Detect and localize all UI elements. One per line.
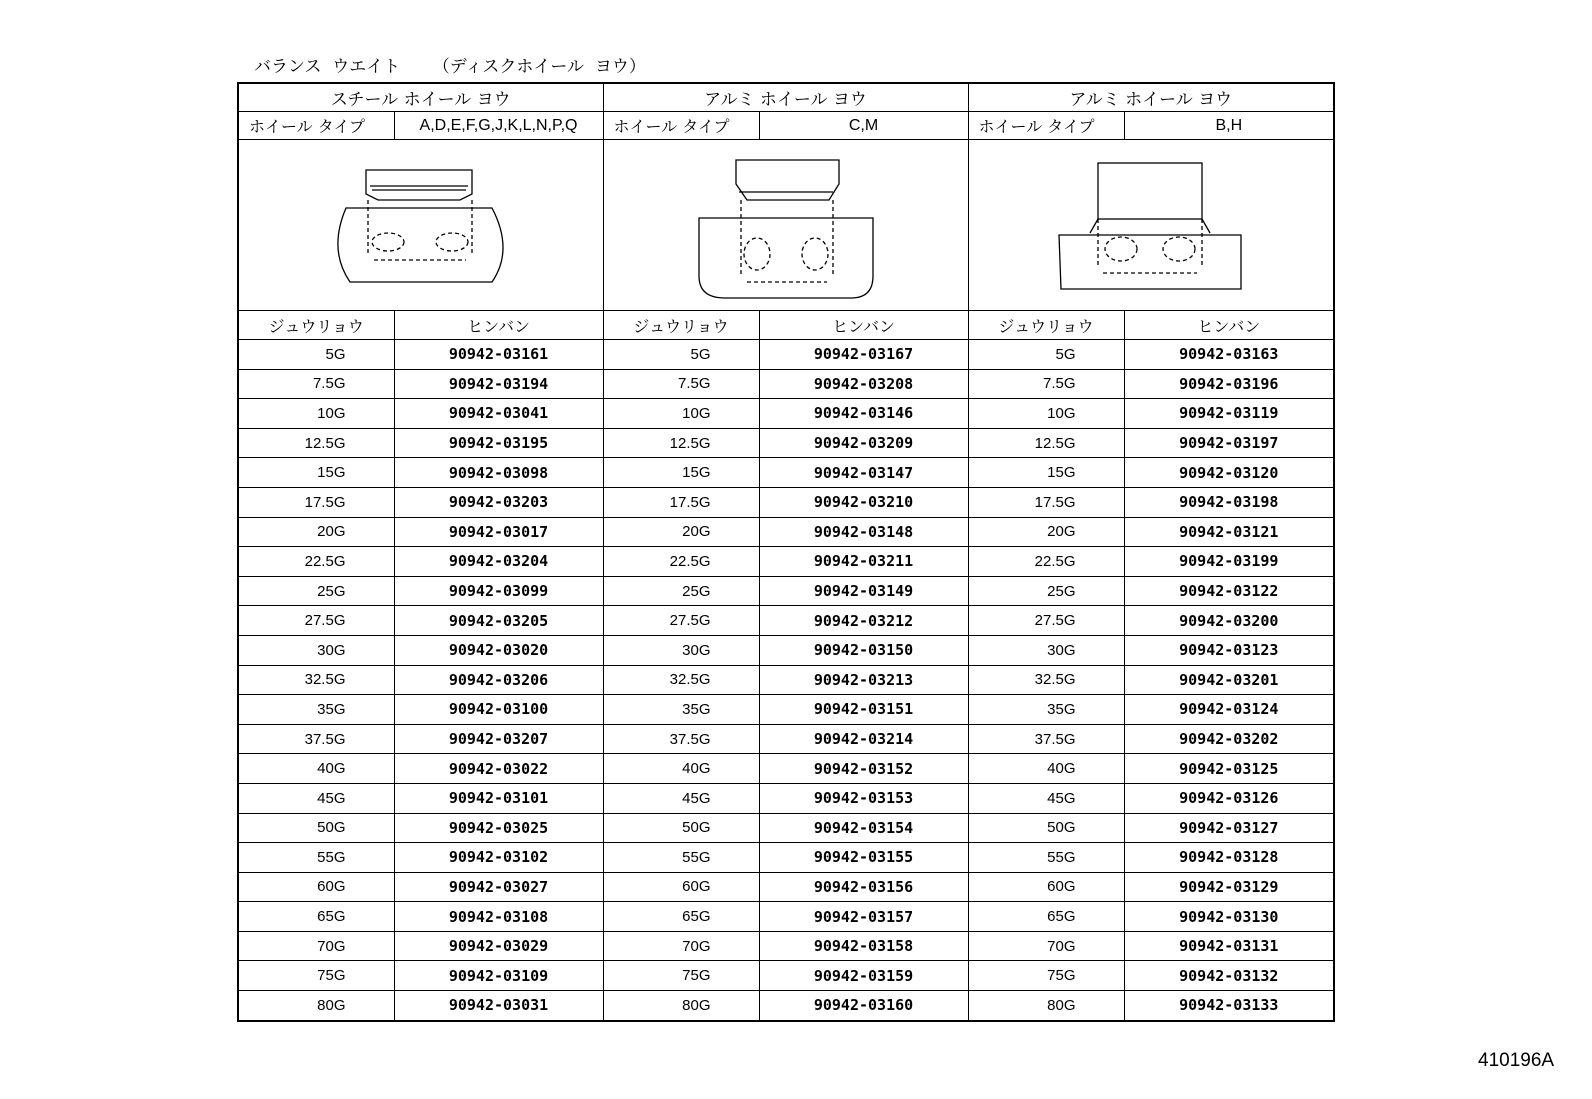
weight-cell: 32.5G: [238, 665, 394, 695]
part-number-cell: 90942-03153: [759, 783, 968, 813]
weight-cell: 80G: [603, 991, 759, 1021]
weight-cell: 50G: [238, 813, 394, 843]
weight-cell: 65G: [968, 902, 1124, 932]
weight-cell: 32.5G: [603, 665, 759, 695]
part-number-cell: 90942-03167: [759, 340, 968, 370]
part-number-cell: 90942-03149: [759, 576, 968, 606]
figure-number: 410196A: [1478, 1050, 1555, 1071]
part-number-cell: 90942-03197: [1124, 428, 1334, 458]
weight-cell: 75G: [238, 961, 394, 991]
part-number-cell: 90942-03108: [394, 902, 603, 932]
weight-cell: 20G: [968, 517, 1124, 547]
part-number-cell: 90942-03203: [394, 487, 603, 517]
weight-cell: 12.5G: [238, 428, 394, 458]
weight-cell: 5G: [238, 340, 394, 370]
weight-cell: 30G: [968, 635, 1124, 665]
table-row: [238, 783, 1334, 813]
weight-illustration-row: [238, 140, 1334, 311]
weight-cell: 12.5G: [968, 428, 1124, 458]
table-row: [238, 517, 1334, 547]
part-number-cell: 90942-03201: [1124, 665, 1334, 695]
wheel-type-label: ホイール タイプ: [603, 112, 759, 140]
part-number-cell: 90942-03148: [759, 517, 968, 547]
weight-cell: 22.5G: [603, 547, 759, 577]
part-number-cell: 90942-03204: [394, 547, 603, 577]
part-number-cell: 90942-03025: [394, 813, 603, 843]
weight-cell: 70G: [603, 931, 759, 961]
weight-cell: 35G: [603, 695, 759, 725]
weight-cell: 22.5G: [238, 547, 394, 577]
weight-cell: 5G: [603, 340, 759, 370]
part-number-cell: 90942-03151: [759, 695, 968, 725]
part-number-cell: 90942-03132: [1124, 961, 1334, 991]
weight-cell: 80G: [238, 991, 394, 1021]
weight-cell: 15G: [238, 458, 394, 488]
part-number-cell: 90942-03125: [1124, 754, 1334, 784]
part-number-cell: 90942-03199: [1124, 547, 1334, 577]
section-heading-steel: スチール ホイール ヨウ: [238, 83, 603, 112]
part-number-cell: 90942-03022: [394, 754, 603, 784]
wheel-type-label: ホイール タイプ: [238, 112, 394, 140]
part-number-cell: 90942-03101: [394, 783, 603, 813]
part-number-cell: 90942-03126: [1124, 783, 1334, 813]
part-number-cell: 90942-03207: [394, 724, 603, 754]
part-number-cell: 90942-03029: [394, 931, 603, 961]
weight-cell: 17.5G: [968, 487, 1124, 517]
table-row: [238, 576, 1334, 606]
weight-cell: 50G: [603, 813, 759, 843]
weight-cell: 20G: [238, 517, 394, 547]
part-number-cell: 90942-03152: [759, 754, 968, 784]
weight-cell: 40G: [968, 754, 1124, 784]
table-row: [238, 665, 1334, 695]
table-row: [238, 961, 1334, 991]
part-number-cell: 90942-03198: [1124, 487, 1334, 517]
part-number-cell: 90942-03124: [1124, 695, 1334, 725]
part-number-cell: 90942-03202: [1124, 724, 1334, 754]
part-number-cell: 90942-03160: [759, 991, 968, 1021]
part-number-cell: 90942-03133: [1124, 991, 1334, 1021]
part-number-cell: 90942-03209: [759, 428, 968, 458]
part-number-cell: 90942-03194: [394, 369, 603, 399]
column-header-row: [238, 311, 1334, 340]
column-header-part-number: ヒンバン: [1124, 311, 1334, 340]
weight-cell: 32.5G: [968, 665, 1124, 695]
weight-cell: 22.5G: [968, 547, 1124, 577]
part-number-cell: 90942-03041: [394, 399, 603, 429]
weight-cell: 37.5G: [968, 724, 1124, 754]
column-header-part-number: ヒンバン: [759, 311, 968, 340]
part-number-cell: 90942-03130: [1124, 902, 1334, 932]
weight-cell: 37.5G: [238, 724, 394, 754]
weight-cell: 35G: [968, 695, 1124, 725]
wheel-type-value: A,D,E,F,G,J,K,L,N,P,Q: [394, 112, 603, 140]
part-number-cell: 90942-03102: [394, 843, 603, 873]
column-header-part-number: ヒンバン: [394, 311, 603, 340]
table-row: [238, 724, 1334, 754]
part-number-cell: 90942-03210: [759, 487, 968, 517]
weight-cell: 40G: [603, 754, 759, 784]
weight-cell: 25G: [603, 576, 759, 606]
part-number-cell: 90942-03157: [759, 902, 968, 932]
section-heading-alloy-cm: アルミ ホイール ヨウ: [603, 83, 968, 112]
weight-cell: 27.5G: [603, 606, 759, 636]
part-number-cell: 90942-03213: [759, 665, 968, 695]
balance-weight-table: [237, 82, 1335, 1022]
part-number-cell: 90942-03017: [394, 517, 603, 547]
part-number-cell: 90942-03129: [1124, 872, 1334, 902]
weight-cell: 37.5G: [603, 724, 759, 754]
weight-cell: 70G: [238, 931, 394, 961]
section-heading-alloy-bh: アルミ ホイール ヨウ: [968, 83, 1334, 112]
part-number-cell: 90942-03163: [1124, 340, 1334, 370]
weight-cell: 65G: [603, 902, 759, 932]
weight-cell: 15G: [968, 458, 1124, 488]
table-row: [238, 991, 1334, 1021]
weight-cell: 55G: [238, 843, 394, 873]
part-number-cell: 90942-03128: [1124, 843, 1334, 873]
part-number-cell: 90942-03150: [759, 635, 968, 665]
weight-cell: 55G: [968, 843, 1124, 873]
table-row: [238, 340, 1334, 370]
weight-cell: 75G: [603, 961, 759, 991]
wheel-type-row: [238, 112, 1334, 140]
part-number-cell: 90942-03131: [1124, 931, 1334, 961]
steel-weight-illustration: [238, 140, 603, 311]
weight-cell: 27.5G: [238, 606, 394, 636]
weight-cell: 27.5G: [968, 606, 1124, 636]
weight-cell: 25G: [238, 576, 394, 606]
weight-cell: 45G: [238, 783, 394, 813]
table-row: [238, 754, 1334, 784]
part-number-cell: 90942-03205: [394, 606, 603, 636]
weight-cell: 60G: [238, 872, 394, 902]
table-row: [238, 902, 1334, 932]
wheel-type-label: ホイール タイプ: [968, 112, 1124, 140]
weight-cell: 5G: [968, 340, 1124, 370]
part-number-cell: 90942-03206: [394, 665, 603, 695]
weight-cell: 30G: [603, 635, 759, 665]
weight-cell: 7.5G: [968, 369, 1124, 399]
part-number-cell: 90942-03099: [394, 576, 603, 606]
weight-cell: 60G: [968, 872, 1124, 902]
weight-cell: 10G: [968, 399, 1124, 429]
weight-cell: 80G: [968, 991, 1124, 1021]
part-number-cell: 90942-03196: [1124, 369, 1334, 399]
document-title: バランス ウエイト （ディスクホイール ヨウ）: [254, 57, 646, 77]
table-row: [238, 813, 1334, 843]
weight-cell: 55G: [603, 843, 759, 873]
weight-cell: 7.5G: [603, 369, 759, 399]
part-number-cell: 90942-03154: [759, 813, 968, 843]
column-header-weight: ジュウリョウ: [603, 311, 759, 340]
weight-cell: 70G: [968, 931, 1124, 961]
weight-cell: 10G: [238, 399, 394, 429]
part-number-cell: 90942-03109: [394, 961, 603, 991]
part-number-cell: 90942-03147: [759, 458, 968, 488]
table-row: [238, 369, 1334, 399]
weight-cell: 15G: [603, 458, 759, 488]
weight-cell: 40G: [238, 754, 394, 784]
part-number-cell: 90942-03214: [759, 724, 968, 754]
weight-cell: 30G: [238, 635, 394, 665]
weight-cell: 75G: [968, 961, 1124, 991]
part-number-cell: 90942-03158: [759, 931, 968, 961]
column-header-weight: ジュウリョウ: [968, 311, 1124, 340]
part-number-cell: 90942-03098: [394, 458, 603, 488]
part-number-cell: 90942-03155: [759, 843, 968, 873]
part-number-cell: 90942-03122: [1124, 576, 1334, 606]
weight-cell: 17.5G: [238, 487, 394, 517]
part-number-cell: 90942-03121: [1124, 517, 1334, 547]
weight-cell: 7.5G: [238, 369, 394, 399]
table-row: [238, 931, 1334, 961]
part-number-cell: 90942-03195: [394, 428, 603, 458]
weight-cell: 10G: [603, 399, 759, 429]
weight-cell: 35G: [238, 695, 394, 725]
part-number-cell: 90942-03161: [394, 340, 603, 370]
weight-cell: 12.5G: [603, 428, 759, 458]
wheel-type-value: B,H: [1124, 112, 1334, 140]
weight-cell: 25G: [968, 576, 1124, 606]
part-number-cell: 90942-03212: [759, 606, 968, 636]
part-number-cell: 90942-03120: [1124, 458, 1334, 488]
table-row: [238, 458, 1334, 488]
alloy-bh-weight-illustration: [968, 140, 1334, 311]
column-header-weight: ジュウリョウ: [238, 311, 394, 340]
alloy-cm-weight-illustration: [603, 140, 968, 311]
table-row: [238, 399, 1334, 429]
table-row: [238, 606, 1334, 636]
part-number-cell: 90942-03200: [1124, 606, 1334, 636]
part-number-cell: 90942-03211: [759, 547, 968, 577]
table-row: [238, 843, 1334, 873]
part-number-cell: 90942-03146: [759, 399, 968, 429]
section-heading-row: [238, 83, 1334, 112]
table-row: [238, 428, 1334, 458]
table-row: [238, 547, 1334, 577]
weight-cell: 60G: [603, 872, 759, 902]
part-number-cell: 90942-03100: [394, 695, 603, 725]
part-number-cell: 90942-03156: [759, 872, 968, 902]
part-number-cell: 90942-03031: [394, 991, 603, 1021]
part-number-cell: 90942-03123: [1124, 635, 1334, 665]
weight-cell: 17.5G: [603, 487, 759, 517]
table-row: [238, 487, 1334, 517]
wheel-type-value: C,M: [759, 112, 968, 140]
part-number-cell: 90942-03127: [1124, 813, 1334, 843]
part-number-cell: 90942-03208: [759, 369, 968, 399]
part-number-cell: 90942-03159: [759, 961, 968, 991]
table-row: [238, 695, 1334, 725]
weight-cell: 45G: [603, 783, 759, 813]
part-number-cell: 90942-03119: [1124, 399, 1334, 429]
weight-cell: 65G: [238, 902, 394, 932]
weight-cell: 45G: [968, 783, 1124, 813]
part-number-cell: 90942-03020: [394, 635, 603, 665]
weight-cell: 50G: [968, 813, 1124, 843]
table-row: [238, 872, 1334, 902]
weight-cell: 20G: [603, 517, 759, 547]
table-row: [238, 635, 1334, 665]
part-number-cell: 90942-03027: [394, 872, 603, 902]
